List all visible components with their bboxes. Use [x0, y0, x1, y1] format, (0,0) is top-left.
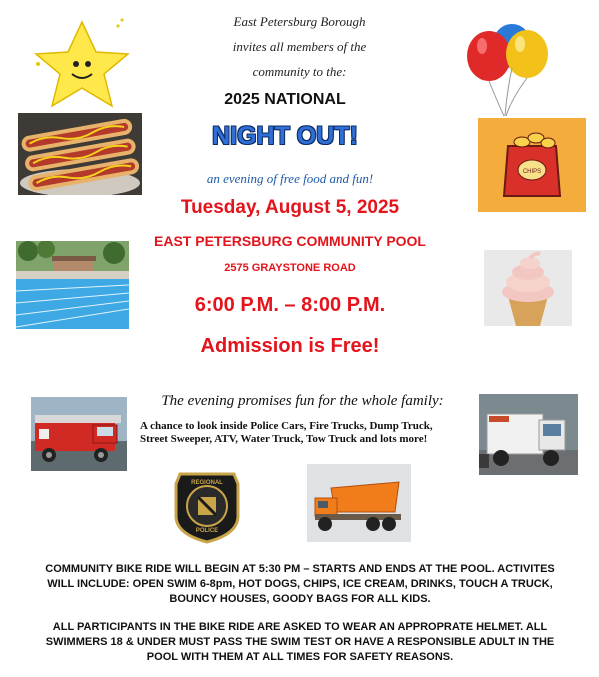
dump-truck-image: [307, 464, 411, 542]
event-venue: EAST PETERSBURG COMMUNITY POOL: [154, 233, 426, 249]
badge-bottom-text: POLICE: [195, 528, 219, 534]
chips-icon: [478, 118, 586, 212]
fire-truck-image: [31, 397, 127, 471]
street-sweeper-image: [479, 394, 578, 475]
star-icon: [22, 14, 132, 114]
intro-line-1: East Petersburg Borough: [233, 14, 366, 29]
promise-body: A chance to look inside Police Cars, Fire Trucks, Dump Truck, Street Sweeper, ATV, Water Truck, Tow Truck and lots more!: [140, 420, 433, 445]
event-time: 6:00 P.M. – 8:00 P.M.: [194, 294, 386, 316]
notes-paragraph-2: ALL PARTICIPANTS IN THE BIKE RIDE ARE ASKED TO WEAR AN APPROPRATE HELMET. ALL SWIMMERS 18 & UNDER MUST PASS THE SWIM TEST OR HAVE A RESPONSIBLE ADULT IN THE POOL WITH THEM AT ALL TIMES FOR SAFETY REASONS.: [45, 621, 555, 663]
promise-heading: The evening promises fun for the whole family:: [161, 393, 444, 409]
event-tagline: an evening of free food and fun!: [206, 171, 374, 186]
intro-line-3: community to the:: [252, 64, 347, 79]
ice-cream-image: [484, 250, 572, 326]
event-title: NIGHT OUT!: [212, 122, 358, 150]
chips-bag-label: CHIPS: [522, 169, 542, 175]
event-admission: Admission is Free!: [200, 335, 380, 357]
event-year-title: 2025 NATIONAL: [224, 91, 346, 108]
balloons-icon: [462, 16, 557, 121]
event-address: 2575 GRAYSTONE ROAD: [224, 262, 356, 274]
hotdogs-image: [18, 113, 142, 195]
police-badge-icon: [170, 468, 244, 544]
pool-image: [16, 241, 129, 329]
notes-paragraph-1: COMMUNITY BIKE RIDE WILL BEGIN AT 5:30 PM – STARTS AND ENDS AT THE POOL. ACTIVITES WILL INCLUDE: OPEN SWIM 6-8pm, HOT DOGS, CHIPS, ICE CREAM, DRINKS, TOUCH A TRUCK, BOUNCY HOUSES, GOODY BAGS FOR ALL KIDS.: [45, 563, 555, 605]
intro-line-2: invites all members of the: [232, 39, 367, 54]
badge-top-text: REGIONAL: [191, 480, 223, 486]
event-date: Tuesday, August 5, 2025: [180, 197, 400, 218]
